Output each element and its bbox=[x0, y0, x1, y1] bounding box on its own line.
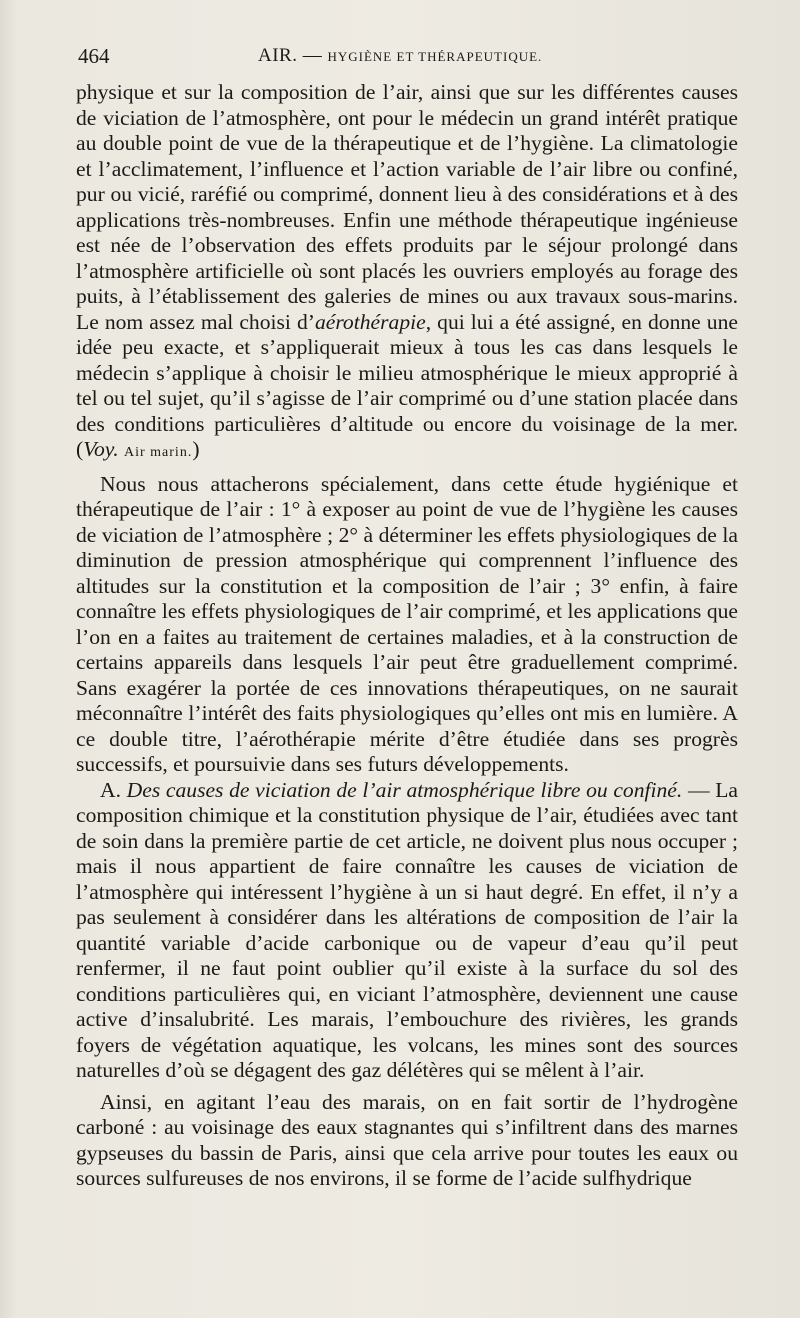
running-head bbox=[258, 45, 542, 67]
paragraph-1-text: physique et sur la composition de l’air, ainsi que sur les différentes causes de viciation de l’atmosphère, ont pour le médecin un grand intérêt pratique au double point de vue de la thérapeutique et de l’hygiène. La climatologie et l’acclimatement, l’influence et l’action variable de l’air libre ou confiné, pur ou vicié, raréfié ou comprimé, donnent lieu à des considérations et à des applications très-nombreuses. Enfin une méthode thérapeutique ingénieuse est née de l’observation des effets produits par le séjour prolongé dans l’atmosphère artificielle où sont placés les ouvriers employés au forage des puits, à l’établissement des galeries de mines ou aux travaux sous-marins. Le nom assez mal choisi d’ bbox=[76, 80, 738, 334]
running-head-title: HYGIÈNE ET THÉRAPEUTIQUE. bbox=[327, 49, 543, 64]
aerotherapie-term: aérothérapie bbox=[314, 309, 426, 334]
paragraph-1-end: ) bbox=[192, 437, 200, 461]
paragraph-3-text: — La composition chimique et la constitution physique de l’air, étudiées avec tant de soin dans la première partie de cet article, ne doivent plus nous occuper ; mais il nous appartient de faire connaître les causes de viciation de l’atmosphère qui intéressent l’hygiène à un si haut degré. En effet, il n’y a pas seulement à considérer dans les altérations de composition de l’air la quantité variable d’acide carbonique ou de vapeur d’eau qu’il peut renfermer, il ne faut point oublier qu’il existe à la surface du sol des conditions particulières qui, en viciant l’atmosphère, deviennent une cause active d’insalubrité. Les marais, l’embouchure des rivières, les grands foyers de végétation aquatique, les volcans, les mines sont des sources naturelles d’où se dégagent des gaz délétères qui se mêlent à l’air. bbox=[76, 777, 738, 1082]
paragraph-2: Nous nous attacherons spécialement, dans cette étude hygiénique et thérapeutique de l’air : 1° à exposer au point de vue de l’hygiène les causes de viciation de l’atmosphère ; 2° à déterminer les effets physiologiques de la diminution de pression atmosphérique qui comprennent l’influence des altitudes sur la constitution et la composition de l’air ; 3° enfin, à faire connaître les effets physiologiques de l’air comprimé, et les applications que l’on en a faites au traitement de certaines maladies, et à la construction de certains appareils dans lesquels l’air peut être graduellement comprimé. Sans exagérer la portée de ces innovations thérapeutiques, on ne saurait méconnaître l’intérêt des faits physiologiques qu’elles ont mis en lumière. A ce double titre, l’aérothérapie mérite d’être étudiée dans ses progrès successifs, et poursuivie dans ses futurs développements. bbox=[76, 471, 738, 776]
running-head-prefix: AIR. — bbox=[258, 45, 323, 66]
paragraph-1-continuation: , qui lui a été assigné, en donne une idée peu exacte, et s’appliquerait mieux à tous les cas dans lesquels le médecin s’applique à choisir le milieu atmosphérique le mieux approprié à tel ou tel sujet, qu’il s’agisse de l’air comprimé ou d’une station placée dans des conditions particulières d’altitude ou encore du voisinage de la mer. ( bbox=[76, 309, 738, 461]
page-header bbox=[76, 38, 736, 72]
voy-abbrev: Voy. bbox=[83, 437, 119, 461]
paragraph-4: Ainsi, en agitant l’eau des marais, on en fait sortir de l’hydrogène carboné : au voisinage des eaux stagnantes qui s’infiltrent dans des marnes gypseuses du bassin de Paris, ainsi que cela arrive pour toutes les eaux ou sources sulfureuses de nos environs, il se forme de l’acide sulfhydrique bbox=[76, 1089, 738, 1190]
paragraph-3 bbox=[76, 778, 738, 1084]
section-label: A. bbox=[100, 777, 121, 802]
body-text bbox=[76, 80, 738, 1192]
cross-reference: Air marin. bbox=[124, 445, 193, 460]
paragraph-1 bbox=[76, 80, 738, 466]
section-heading: Des causes de viciation de l’air atmosphérique libre ou confiné. bbox=[126, 777, 683, 802]
page-number: 464 bbox=[78, 44, 110, 68]
